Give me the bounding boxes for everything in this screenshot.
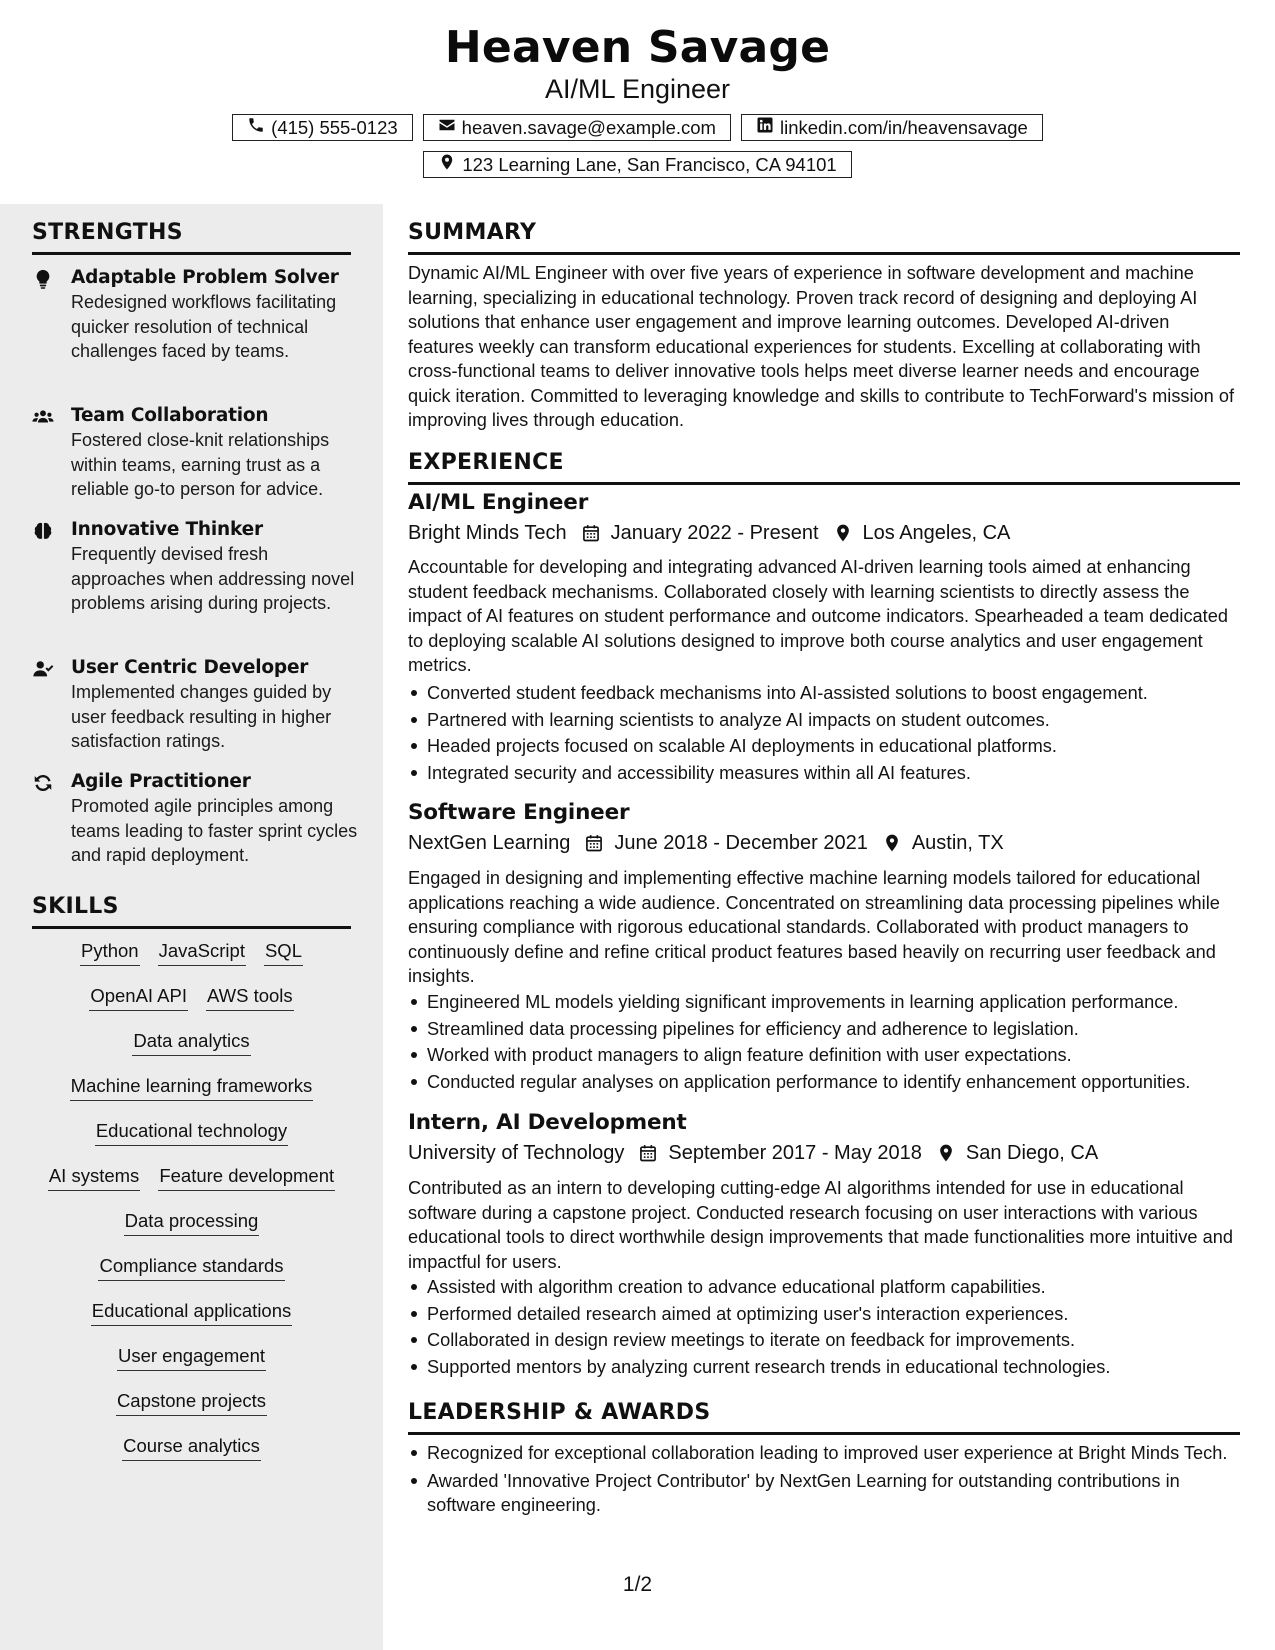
contact-row — [0, 114, 1275, 141]
job-bullets — [408, 1275, 1240, 1382]
email-text: heaven.savage@example.com — [461, 116, 716, 138]
skill-tag: AWS tools — [206, 983, 294, 1011]
bullet-item: Performed detailed research aimed at optimizing user's interaction experiences. — [408, 1302, 1240, 1326]
job-title: Intern, AI Development — [408, 1110, 687, 1135]
strength-description: Promoted agile principles among teams leading to faster sprint cycles and rapid deployment. — [71, 796, 358, 865]
bullet-item: Worked with product managers to align feature definition with user expectations. — [408, 1043, 1240, 1067]
calendar-icon — [638, 1143, 658, 1163]
skill-tag: Data analytics — [132, 1028, 250, 1056]
bullet-item: Partnered with learning scientists to analyze AI impacts on student outcomes. — [408, 708, 1240, 732]
strength-description: Fostered close-knit relationships within teams, earning trust as a reliable go-to person for advice. — [71, 430, 330, 499]
strength-description: Frequently devised fresh approaches when addressing novel problems arising during projects. — [71, 544, 355, 613]
skill-tag: Python — [80, 938, 140, 966]
bullet-item: Assisted with algorithm creation to advance educational platform capabilities. — [408, 1275, 1240, 1299]
job-bullets — [408, 681, 1240, 788]
strength-title: Agile Practitioner — [71, 771, 251, 792]
skill-tag: Educational technology — [95, 1118, 288, 1146]
job-company: NextGen Learning — [408, 832, 571, 854]
job-company: Bright Minds Tech — [408, 522, 567, 544]
skill-tag: AI systems — [48, 1163, 140, 1191]
experience-heading: EXPERIENCE — [408, 448, 1240, 485]
job-dates: September 2017 - May 2018 — [668, 1142, 922, 1164]
strength-description: Implemented changes guided by user feedback resulting in higher satisfaction ratings. — [71, 682, 332, 751]
skill-row — [32, 1208, 351, 1253]
strength-title: Innovative Thinker — [71, 519, 263, 540]
job-title: Software Engineer — [408, 800, 630, 825]
bullet-item: Integrated security and accessibility measures within all AI features. — [408, 761, 1240, 785]
job-location: San Diego, CA — [965, 1142, 1099, 1164]
skill-tag: User engagement — [117, 1343, 266, 1371]
skill-row — [32, 1118, 351, 1163]
skill-tag: OpenAI API — [89, 983, 188, 1011]
summary-heading: SUMMARY — [408, 218, 1240, 255]
strengths-heading: STRENGTHS — [32, 218, 351, 255]
calendar-icon — [584, 833, 604, 853]
phone-icon — [247, 116, 265, 139]
bullet-item: Streamlined data processing pipelines for efficiency and adherence to legislation. — [408, 1017, 1240, 1041]
summary-text: Dynamic AI/ML Engineer with over five years of experience in software development and machine learning, specializing in educational technology. Proven track record of designing and deploying AI solutions that enhance user engagement and improve learning outcomes. Developed AI-driven features weekly can transform educational experiences for students. Excelling at collaborating with cross-functional teams to deliver innovative tools helps meet diverse learner needs and encourage quick iteration. Committed to leveraging knowledge and skills to contribute to TechForward's mission of improving lives through education. — [408, 263, 1235, 430]
skill-tag: Machine learning frameworks — [70, 1073, 314, 1101]
phone-chip[interactable] — [232, 114, 413, 141]
skill-row — [32, 1253, 351, 1298]
skill-row — [32, 1343, 351, 1388]
skill-row — [32, 1163, 351, 1208]
envelope-icon — [438, 116, 456, 139]
strength-item — [32, 404, 362, 502]
users-icon — [32, 406, 56, 430]
bullet-item: Converted student feedback mechanisms into AI-assisted solutions to boost engagement. — [408, 681, 1240, 705]
bullet-item: Headed projects focused on scalable AI deployments in educational platforms. — [408, 734, 1240, 758]
linkedin-icon — [756, 116, 774, 139]
job-company: University of Technology — [408, 1142, 625, 1164]
user-check-icon — [32, 658, 56, 682]
bullet-item: Awarded 'Innovative Project Contributor' by NextGen Learning for outstanding contributions in software engineering. — [408, 1469, 1240, 1517]
job-location: Austin, TX — [911, 832, 1004, 854]
job-description: Engaged in designing and implementing effective machine learning models tailored for educational applications reaching a wide audience. Concentrated on streamlining data processing pipelines while ensuring compliance with rigorous educational standards. Collaborated with product managers to continuously define and refine critical product features based heavily on recurring user feedback and insights. — [408, 868, 1220, 986]
skill-tag: Data processing — [124, 1208, 260, 1236]
address-chip[interactable] — [423, 151, 851, 178]
map-pin-icon — [833, 523, 853, 543]
skills-heading: SKILLS — [32, 892, 351, 929]
job-description: Contributed as an intern to developing cutting-edge AI algorithms intended for use in educational software during a capstone project. Conducted research focusing on user interactions with various educational tools to direct worthwhile design improvements that made functionalities more intuitive and impactful for users. — [408, 1178, 1233, 1272]
page-number: 1/2 — [622, 1573, 653, 1596]
strength-item — [32, 656, 362, 754]
skill-tag: JavaScript — [158, 938, 246, 966]
skill-tag: Compliance standards — [98, 1253, 284, 1281]
bullet-item: Supported mentors by analyzing current research trends in educational technologies. — [408, 1355, 1240, 1379]
strength-title: User Centric Developer — [71, 657, 309, 678]
calendar-icon — [581, 523, 601, 543]
skill-row — [32, 1028, 351, 1073]
skill-row — [32, 1073, 351, 1118]
job-dates: June 2018 - December 2021 — [614, 832, 868, 854]
candidate-title: AI/ML Engineer — [544, 74, 731, 104]
lightbulb-icon — [32, 268, 56, 292]
job-location: Los Angeles, CA — [862, 522, 1011, 544]
bullet-item: Conducted regular analyses on application performance to identify enhancement opportunities. — [408, 1070, 1240, 1094]
strength-title: Team Collaboration — [71, 405, 269, 426]
skill-row — [32, 1433, 351, 1478]
contact-row-address — [0, 151, 1275, 178]
skill-tag: Capstone projects — [116, 1388, 267, 1416]
skill-tag: Feature development — [158, 1163, 335, 1191]
job-meta — [408, 519, 1010, 547]
skill-tag: Course analytics — [122, 1433, 261, 1461]
address-text: 123 Learning Lane, San Francisco, CA 94101 — [462, 153, 837, 175]
candidate-name: Heaven Savage — [444, 22, 831, 73]
skill-row — [32, 1298, 351, 1343]
skill-row — [32, 1388, 351, 1433]
linkedin-text: linkedin.com/in/heavensavage — [779, 116, 1028, 138]
skill-row — [32, 983, 351, 1028]
skill-tag: Educational applications — [91, 1298, 293, 1326]
linkedin-chip[interactable] — [741, 114, 1043, 141]
bullet-item: Recognized for exceptional collaboration leading to improved user experience at Bright Minds Tech. — [408, 1441, 1240, 1465]
strength-item — [32, 518, 362, 616]
strength-item — [32, 266, 362, 364]
map-pin-icon — [882, 833, 902, 853]
job-bullets — [408, 990, 1240, 1097]
job-meta — [408, 1139, 1098, 1167]
sync-icon — [32, 772, 56, 796]
job-title: AI/ML Engineer — [408, 490, 589, 515]
skill-row — [32, 938, 351, 983]
brain-icon — [32, 520, 56, 544]
bullet-item: Engineered ML models yielding significant improvements in learning application performance. — [408, 990, 1240, 1014]
email-chip[interactable] — [423, 114, 731, 141]
job-description: Accountable for developing and integrating advanced AI-driven learning tools aimed at enhancing student feedback mechanisms. Collaborated closely with learning scientists to directly assess the impact of AI features on student performance and outcome indicators. Spearheaded a team dedicated to deploying scalable AI solutions designed to improve both course analytics and user engagement metrics. — [408, 557, 1228, 675]
awards-bullets — [408, 1441, 1240, 1520]
phone-text: (415) 555-0123 — [271, 116, 398, 138]
strength-item — [32, 770, 362, 868]
awards-heading: LEADERSHIP & AWARDS — [408, 1398, 1240, 1435]
map-pin-icon — [438, 153, 456, 176]
job-dates: January 2022 - Present — [610, 522, 819, 544]
map-pin-icon — [936, 1143, 956, 1163]
skills-list — [32, 938, 351, 1478]
skill-tag: SQL — [264, 938, 303, 966]
strength-description: Redesigned workflows facilitating quicker resolution of technical challenges faced by teams. — [71, 292, 337, 361]
strength-title: Adaptable Problem Solver — [71, 267, 339, 288]
bullet-item: Collaborated in design review meetings to iterate on feedback for improvements. — [408, 1328, 1240, 1352]
job-meta — [408, 829, 1004, 857]
